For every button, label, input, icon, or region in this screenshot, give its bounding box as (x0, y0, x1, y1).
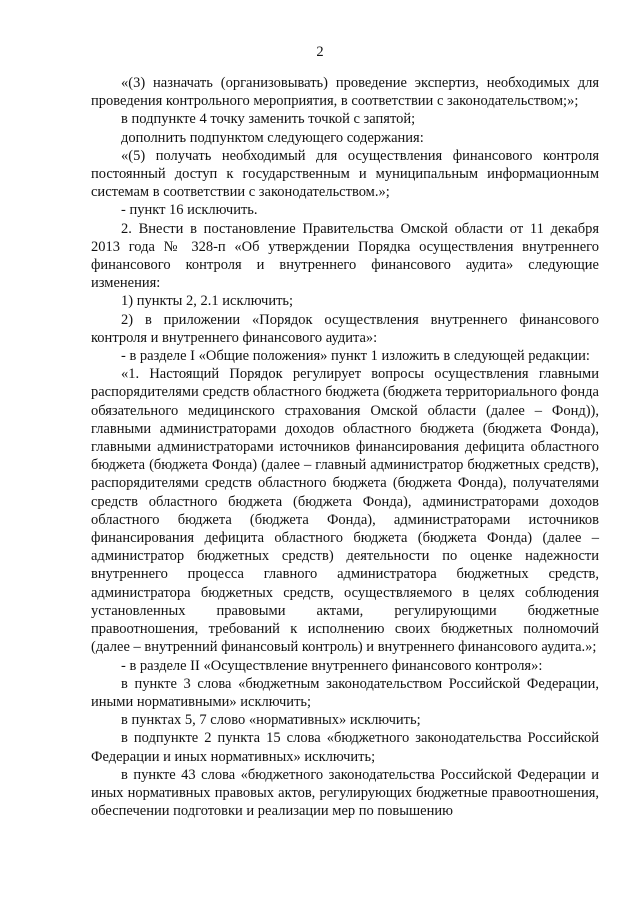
paragraph: «(5) получать необходимый для осуществления финансового контроля постоянный доступ к государственным и муниципальным информационным системам в соответствии с законодательством.»; (91, 147, 599, 201)
paragraph: 2. Внести в постановление Правительства Омской области от 11 декабря 2013 года № 328-п «Об утверждении Порядка осуществления внутреннего финансового контроля и внутреннего финансового аудита» следующие изменения: (91, 220, 599, 292)
paragraph: - пункт 16 исключить. (121, 202, 258, 219)
paragraph: - в разделе II «Осуществление внутреннего финансового контроля»: (121, 657, 543, 674)
paragraph: в подпункте 4 точку заменить точкой с запятой; (121, 111, 416, 128)
paragraph: «1. Настоящий Порядок регулирует вопросы осуществления главными распорядителями средств областного бюджета (бюджета территориального фонда обязательного медицинского страхования Омской области (далее – Фонд)), главными администраторами доходов областного бюджета (бюджета Фонда), главными администраторами источников финансирования дефицита областного бюджета (бюджета Фонда) (далее – главный администратор бюджетных средств), распорядителями средств областного бюджета (бюджета Фонда), получателями средств областного бюджета (бюджета Фонда), администраторами доходов областного бюджета (бюджета Фонда), администраторами источников финансирования дефицита областного бюджета (бюджета Фонда) (далее – администратор бюджетных средств) деятельности по оценке надежности внутреннего процесса главного администратора бюджетных средств, администратора бюджетных средств, осуществляемого в целях соблюдения установленных правовыми актами, регулирующими бюджетные правоотношения, требований к исполнению своих бюджетных полномочий (далее – внутренний финансовый контроль) и внутреннего финансового аудита.»; (91, 366, 599, 656)
document-body (91, 74, 599, 820)
paragraph: в пункте 43 слова «бюджетного законодательства Российской Федерации и иных нормативных правовых актов, регулирующих бюджетные правоотношения, обеспечении подготовки и реализации мер по повышению (91, 766, 599, 820)
paragraph: в подпункте 2 пункта 15 слова «бюджетного законодательства Российской Федерации и иных нормативных» исключить; (91, 730, 599, 765)
paragraph: - в разделе I «Общие положения» пункт 1 изложить в следующей редакции: (121, 348, 590, 365)
page-number: 2 (316, 44, 324, 60)
paragraph: в пунктах 5, 7 слово «нормативных» исключить; (121, 712, 421, 729)
paragraph: 2) в приложении «Порядок осуществления внутреннего финансового контроля и внутреннего финансового аудита»: (91, 311, 599, 346)
paragraph: 1) пункты 2, 2.1 исключить; (121, 293, 294, 310)
paragraph: «(3) назначать (организовывать) проведение экспертиз, необходимых для проведения контрольного мероприятия, в соответствии с законодательством;»; (91, 75, 599, 110)
paragraph: в пункте 3 слова «бюджетным законодательством Российской Федерации, иными нормативными» исключить; (91, 675, 599, 710)
paragraph: дополнить подпунктом следующего содержания: (121, 129, 424, 146)
